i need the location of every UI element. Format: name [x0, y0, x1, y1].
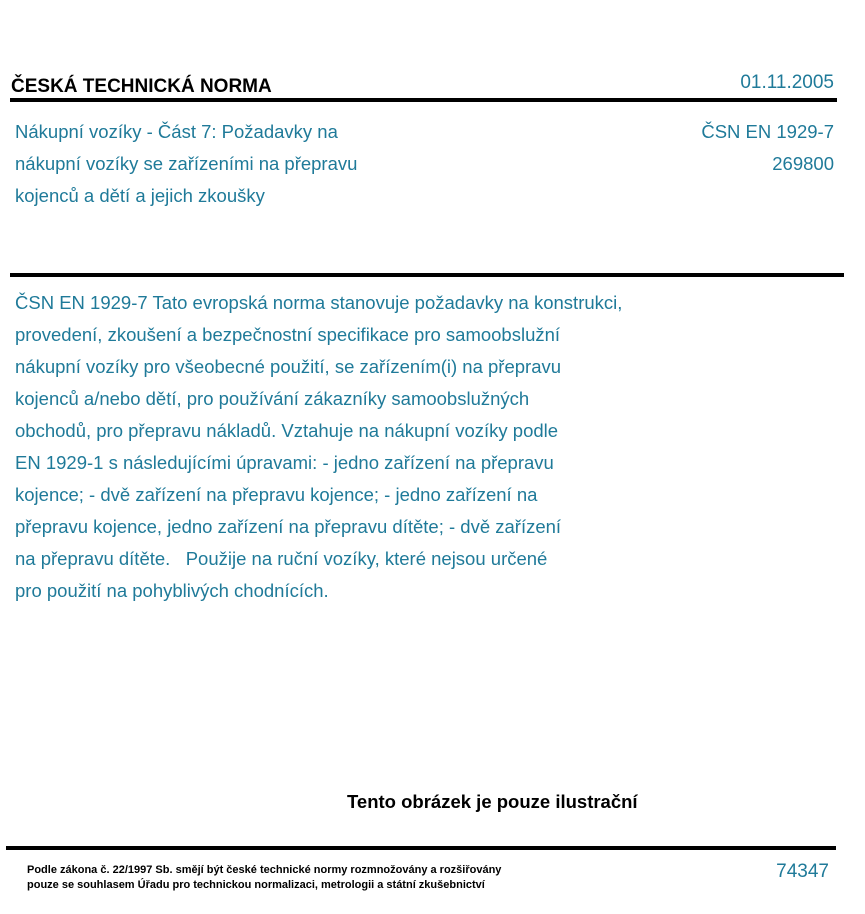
section-divider [10, 273, 844, 277]
legal-notice-line: pouze se souhlasem Úřadu pro technickou normalizaci, metrologii a státní zkušebnictví [27, 879, 485, 891]
standard-code: ČSN EN 1929-7 [701, 121, 834, 142]
page-header-title: ČESKÁ TECHNICKÁ NORMA [11, 76, 272, 97]
abstract-line: nákupní vozíky pro všeobecné použití, se zařízením(i) na přepravu [15, 356, 562, 377]
standard-identifiers [701, 116, 834, 180]
standard-title-line: kojenců a dětí a jejich zkoušky [15, 185, 265, 206]
abstract-line: ČSN EN 1929-7 Tato evropská norma stanovuje požadavky na konstrukci, [15, 292, 623, 313]
standard-title-line: nákupní vozíky se zařízeními na přepravu [15, 153, 358, 174]
legal-notice-line: Podle zákona č. 22/1997 Sb. smějí být české technické normy rozmnožovány a rozšiřovány [27, 864, 502, 876]
classification-number: 269800 [772, 153, 834, 174]
abstract-line: pro použití na pohyblivých chodnících. [15, 580, 329, 601]
abstract [15, 287, 775, 607]
abstract-line: kojence; - dvě zařízení na přepravu kojence; - jedno zařízení na [15, 484, 538, 505]
abstract-line: na přepravu dítěte. Použije na ruční vozíky, které nejsou určené [15, 548, 548, 569]
abstract-line: provedení, zkoušení a bezpečnostní specifikace pro samoobslužní [15, 324, 561, 345]
footer-divider [6, 846, 836, 850]
standard-title [15, 116, 485, 212]
legal-notice [27, 863, 501, 893]
document-number: 74347 [776, 861, 829, 882]
abstract-line: kojenců a/nebo dětí, pro používání zákazníky samoobslužných [15, 388, 530, 409]
header-divider [10, 98, 837, 102]
standard-title-line: Nákupní vozíky - Část 7: Požadavky na [15, 121, 338, 142]
abstract-line: obchodů, pro přepravu nákladů. Vztahuje na nákupní vozíky podle [15, 420, 559, 441]
abstract-line: EN 1929-1 s následujícími úpravami: - jedno zařízení na přepravu [15, 452, 554, 473]
issue-date: 01.11.2005 [740, 72, 834, 93]
abstract-line: přepravu kojence, jedno zařízení na přepravu dítěte; - dvě zařízení [15, 516, 562, 537]
illustration-caption: Tento obrázek je pouze ilustrační [347, 791, 638, 812]
